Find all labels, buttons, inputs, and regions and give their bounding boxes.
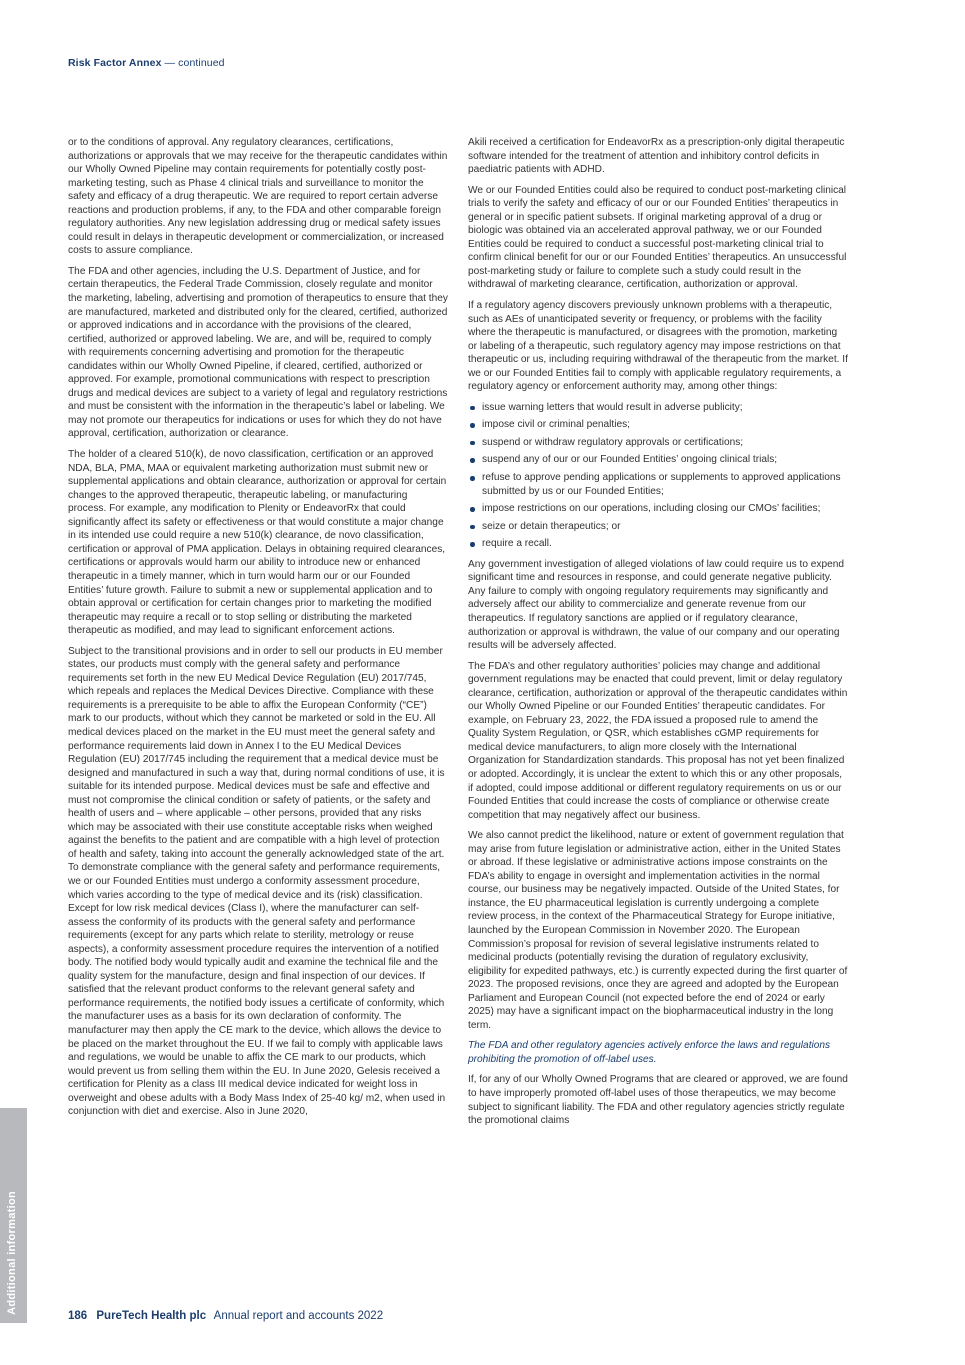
list-item: issue warning letters that would result in adverse publicity;	[468, 401, 848, 415]
paragraph: We or our Founded Entities could also be required to conduct post-marketing clinical trials to verify the safety and efficacy of our or our Founded Entities’ therapeutics in general or in specific patient subsets. If original marketing approval of a drug or biologic was obtained via an accelerated approval pathway, we or our Founded Entities could be required to conduct a successful post-marketing clinical trial to confirm clinical benefit for our or our Founded Entities’ therapeutics. An unsuccessful post-marketing study or failure to complete such a study could result in the withdrawal of marketing clearance, certification, authorization or approval.	[468, 184, 847, 291]
paragraph: We also cannot predict the likelihood, nature or extent of government regulation that may arise from future legislation or administrative action, either in the United States or abroad. If these legislative or administrative actions impose constraints on the FDA’s ability to engage in oversight and implementation activities in the normal course, our business may be negatively impacted. Outside of the United States, for instance, the EU pharmaceutical legislation is currently undergoing a complete review process, in the context of the Pharmaceutical Strategy for Europe initiative, launched by the European Commission in November 2020. The European Commission’s proposal for revision of several legislative instruments related to medicinal products (potentially revising the duration of regulatory exclusivity, eligibility for expedited pathways, etc.) is currently expected during the first quarter of 2023. The proposed revisions, once they are agreed and adopted by the European Parliament and European Council (not expected before the end of 2024 or early 2025) may have a significant impact on the biopharmaceutical industry in the long term.	[468, 830, 848, 1031]
right-column	[468, 136, 848, 1135]
paragraph: Any government investigation of alleged violations of law could require us to expend significant time and resources in response, and could generate negative publicity. Any failure to comply with ongoing regulatory requirements may significantly and adversely affect our ability to commercialize and generate revenue from our therapeutics. If regulatory sanctions are applied or if regulatory clearance, authorization or approval is withdrawn, the value of our company and our operating results will be adversely affected.	[468, 558, 844, 652]
bullet-list	[468, 401, 848, 551]
header-subtitle: — continued	[164, 57, 225, 69]
paragraph: Akili received a certification for EndeavorRx as a prescription-only digital therapeutic software intended for the treatment of attention and inhibitory control deficits in paediatric patients with ADHD.	[468, 137, 845, 176]
paragraph: The holder of a cleared 510(k), de novo classification, certification or an approved NDA, BLA, PMA, MAA or equivalent marketing authorization must submit new or supplemental applications and obtain clearance, authorization or approval for certain changes to the approved therapeutic, therapeutic labeling, or manufacturing process. For example, any modification to Plenity or EndeavorRx that could significantly affect its safety or effectiveness or that would constitute a major change in its intended use could require a new 510(k) clearance, de novo classification, certification or approval of PMA application. Delays in obtaining required clearances, certifications or approvals would harm our ability to introduce new or enhanced therapeutic in a timely manner, which in turn would harm our or our Founded Entities’ future growth. Failure to submit a new or supplemental application and to obtain approval or certification for certain changes prior to marketing the modified therapeutic may require a recall or to stop selling or distributing the marketed therapeutic as modified, and may lead to significant enforcement actions.	[68, 449, 447, 637]
section-heading: The FDA and other regulatory agencies actively enforce the laws and regulations prohibiting the promotion of off-label uses.	[468, 1040, 831, 1065]
side-section-tab	[0, 1108, 27, 1323]
running-header	[68, 57, 225, 69]
list-item: require a recall.	[468, 537, 848, 551]
page-footer	[68, 1310, 383, 1322]
paragraph: The FDA and other agencies, including the U.S. Department of Justice, and for certain therapeutics, the Federal Trade Commission, closely regulate and monitor the marketing, labeling, advertising and promotion of therapeutics to ensure that they are manufactured, marketed and distributed only for the cleared, certified, authorized or approved indications and in accordance with the provisions of the cleared, certified, authorized or approved labeling. We are, and will be, required to comply with requirements concerning advertising and promotion for the therapeutic candidates within our Wholly Owned Pipeline, if cleared, certified, authorized or approved. For example, promotional communications with respect to prescription drugs and medical devices are subject to a variety of legal and regulatory restrictions and must be consistent with the information in the therapeutic’s label or labeling. We may not promote our therapeutics for indications or uses for which they do not have approval, certification, authorization or clearance.	[68, 265, 448, 440]
side-tab-label: Additional information	[6, 1191, 18, 1315]
list-item: suspend or withdraw regulatory approvals or certifications;	[468, 436, 848, 450]
paragraph: If, for any of our Wholly Owned Programs that are cleared or approved, we are found to have improperly promoted off-label uses of those therapeutics, we may become subject to significant liability. The FDA and other regulatory agencies strictly regulate the promotional claims	[468, 1074, 848, 1127]
list-item: impose civil or criminal penalties;	[468, 418, 848, 432]
left-column	[68, 136, 448, 1126]
company-name: PureTech Health plc	[96, 1310, 207, 1322]
paragraph: Subject to the transitional provisions and in order to sell our products in EU member states, our products must comply with the general safety and performance requirements set forth in the new EU Medical Device Regulation (EU) 2017/745, which repeals and replaces the Medical Devices Directive. Compliance with these requirements is a prerequisite to be able to affix the European Conformity (“CE”) mark to our products, without which they cannot be marketed or sold in the EU. All medical devices placed on the market in the EU must meet the general safety and performance requirements laid down in Annex I to the EU Medical Devices Regulation (EU) 2017/745 including the requirement that a medical device must be designed and manufactured in such a way that, during normal conditions of use, it is suitable for its intended purpose. Medical devices must be safe and effective and must not compromise the clinical condition or safety of patients, or the safety and health of users and – where applicable – other persons, provided that any risks which may be associated with their use constitute acceptable risks when weighed against the benefits to the patient and are compatible with a high level of protection of health and safety, taking into account the generally acknowledged state of the art. To demonstrate compliance with the general safety and performance requirements, we or our Founded Entities must undergo a conformity assessment procedure, which varies according to the type of medical device and its (risk) classification. Except for low risk medical devices (Class I), where the manufacturer can self-assess the conformity of its products with the general safety and performance requirements (except for any parts which relate to sterility, metrology or reuse aspects), a conformity assessment procedure requires the intervention of a notified body. The notified body would typically audit and examine the technical file and the quality system for the manufacture, design and final inspection of our devices. If satisfied that the relevant product conforms to the relevant general safety and performance requirements, the notified body issues a certificate of conformity, which the manufacturer uses as a basis for its own declaration of conformity. The manufacturer may then apply the CE mark to the device, which allows the device to be placed on the market throughout the EU. If we fail to comply with applicable laws and regulations, we would be unable to affix the CE mark to our products, which would prevent us from selling them within the EU. In June 2020, Gelesis received a certification for Plenity as a class III medical device indicated for weight loss in overweight and obese adults with a Body Mass Index of 25-40 kg/ m2, when used in conjunction with diet and exercise. Also in June 2020,	[68, 645, 446, 1118]
list-item: refuse to approve pending applications or supplements to approved applications submitted by us or our Founded Entities;	[468, 471, 848, 498]
paragraph: If a regulatory agency discovers previously unknown problems with a therapeutic, such as AEs of unanticipated severity or frequency, or problems with the facility where the therapeutic is manufactured, or disagrees with the promotion, marketing or labeling of a therapeutic, such regulatory agency may impose restrictions on that therapeutic or us, including requiring withdrawal of the therapeutic from the market. If we or our Founded Entities fail to comply with applicable regulatory requirements, a regulatory agency or enforcement authority may, among other things:	[468, 300, 848, 393]
list-item: suspend any of our or our Founded Entities’ ongoing clinical trials;	[468, 453, 848, 467]
list-item: impose restrictions on our operations, including closing our CMOs’ facilities;	[468, 502, 848, 516]
page-number: 186	[68, 1310, 88, 1322]
report-title: Annual report and accounts 2022	[213, 1310, 384, 1322]
paragraph: or to the conditions of approval. Any regulatory clearances, certifications, authorizations or approvals that we may receive for the therapeutic candidates within our Wholly Owned Pipeline may contain requirements for potentially costly post-marketing testing, such as Phase 4 clinical trials and surveillance to monitor the safety and efficacy of a drug therapeutic. We are required to report certain adverse reactions and production problems, if any, to the FDA and other comparable foreign regulatory authorities. Any new legislation addressing drug or medical safety issues could result in delays in therapeutic development or commercialization, or increased costs to assure compliance.	[68, 137, 448, 257]
list-item: seize or detain therapeutics; or	[468, 520, 848, 534]
header-title: Risk Factor Annex	[68, 57, 162, 69]
paragraph: The FDA’s and other regulatory authorities’ policies may change and additional government regulations may be enacted that could prevent, limit or delay regulatory clearance, certification, authorization or approval of the therapeutic candidates within our Wholly Owned Pipeline or our Founded Entities’ therapeutic candidates. For example, on February 23, 2022, the FDA issued a proposed rule to amend the Quality System Regulation, or QSR, which establishes cGMP requirements for medical device manufacturers, to align more closely with the International Organization for Standardization standards. This proposal has not yet been finalized or adopted. Accordingly, it is unclear the extent to which this or any other proposals, if adopted, could impose additional or different regulatory requirements on us or our Founded Entities that could increase the costs of compliance or otherwise create competition that may negatively affect our business.	[468, 660, 848, 821]
